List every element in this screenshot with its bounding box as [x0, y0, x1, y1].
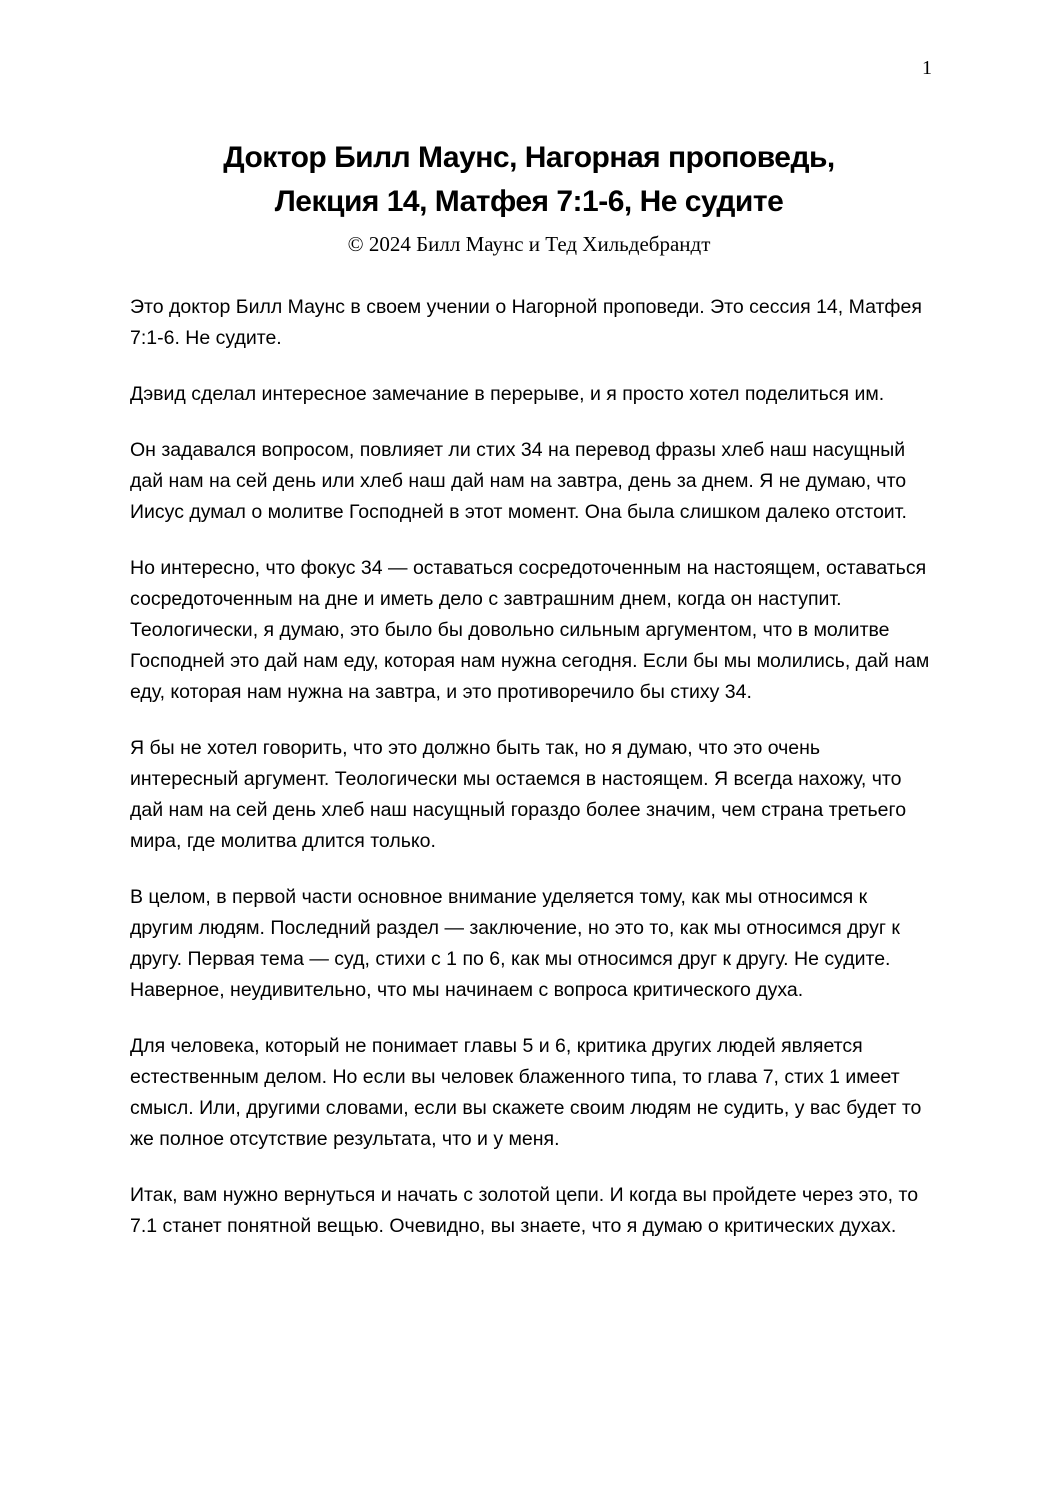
- title-line-2: Лекция 14, Матфея 7:1-6, Не судите: [274, 185, 784, 218]
- document-header: [0, 136, 1058, 259]
- document-body: [130, 292, 930, 1242]
- paragraph: Дэвид сделал интересное замечание в перерыве, и я просто хотел поделиться им.: [130, 383, 885, 405]
- page-number: 1: [922, 57, 932, 79]
- paragraph: В целом, в первой части основное внимание уделяется тому, как мы относимся к другим людям. Последний раздел — заключение, но это то, как мы относимся друг к другу. Первая тема — суд, стихи с 1 по 6, как мы относимся друг к другу. Не судите. Наверное, неудивительно, что мы начинаем с вопроса критического духа.: [130, 886, 900, 1001]
- copyright-line: © 2024 Билл Маунс и Тед Хильдебрандт: [347, 232, 711, 256]
- paragraph: Он задавался вопросом, повлияет ли стих 34 на перевод фразы хлеб наш насущный дай нам на сей день или хлеб наш дай нам на завтра, день за днем. Я не думаю, что Иисус думал о молитве Господней в этот момент. Она была слишком далеко отстоит.: [130, 439, 907, 523]
- paragraph: Но интересно, что фокус 34 — оставаться сосредоточенным на настоящем, оставаться сосредоточенным на дне и иметь дело с завтрашним днем, когда он наступит. Теологически, я думаю, это было бы довольно сильным аргументом, что в молитве Господней это дай нам еду, которая нам нужна сегодня. Если бы мы молились, дай нам еду, которая нам нужна на завтра, и это противоречило бы стиху 34.: [130, 557, 930, 703]
- document-title: [0, 136, 1058, 224]
- paragraph: Это доктор Билл Маунс в своем учении о Нагорной проповеди. Это сессия 14, Матфея 7:1-6. Не судите.: [130, 296, 922, 349]
- paragraph: Для человека, который не понимает главы 5 и 6, критика других людей является естественным делом. Но если вы человек блаженного типа, то глава 7, стих 1 имеет смысл. Или, другими словами, если вы скажете своим людям не судить, у вас будет то же полное отсутствие результата, что и у меня.: [130, 1035, 922, 1150]
- paragraph: Я бы не хотел говорить, что это должно быть так, но я думаю, что это очень интересный аргумент. Теологически мы остаемся в настоящем. Я всегда нахожу, что дай нам на сей день хлеб наш насущный гораздо более значим, чем страна третьего мира, где молитва длится только.: [130, 737, 907, 852]
- title-line-1: Доктор Билл Маунс, Нагорная проповедь,: [223, 141, 835, 174]
- paragraph: Итак, вам нужно вернуться и начать с золотой цепи. И когда вы пройдете через это, то 7.1 станет понятной вещью. Очевидно, вы знаете, что я думаю о критических духах.: [130, 1184, 919, 1237]
